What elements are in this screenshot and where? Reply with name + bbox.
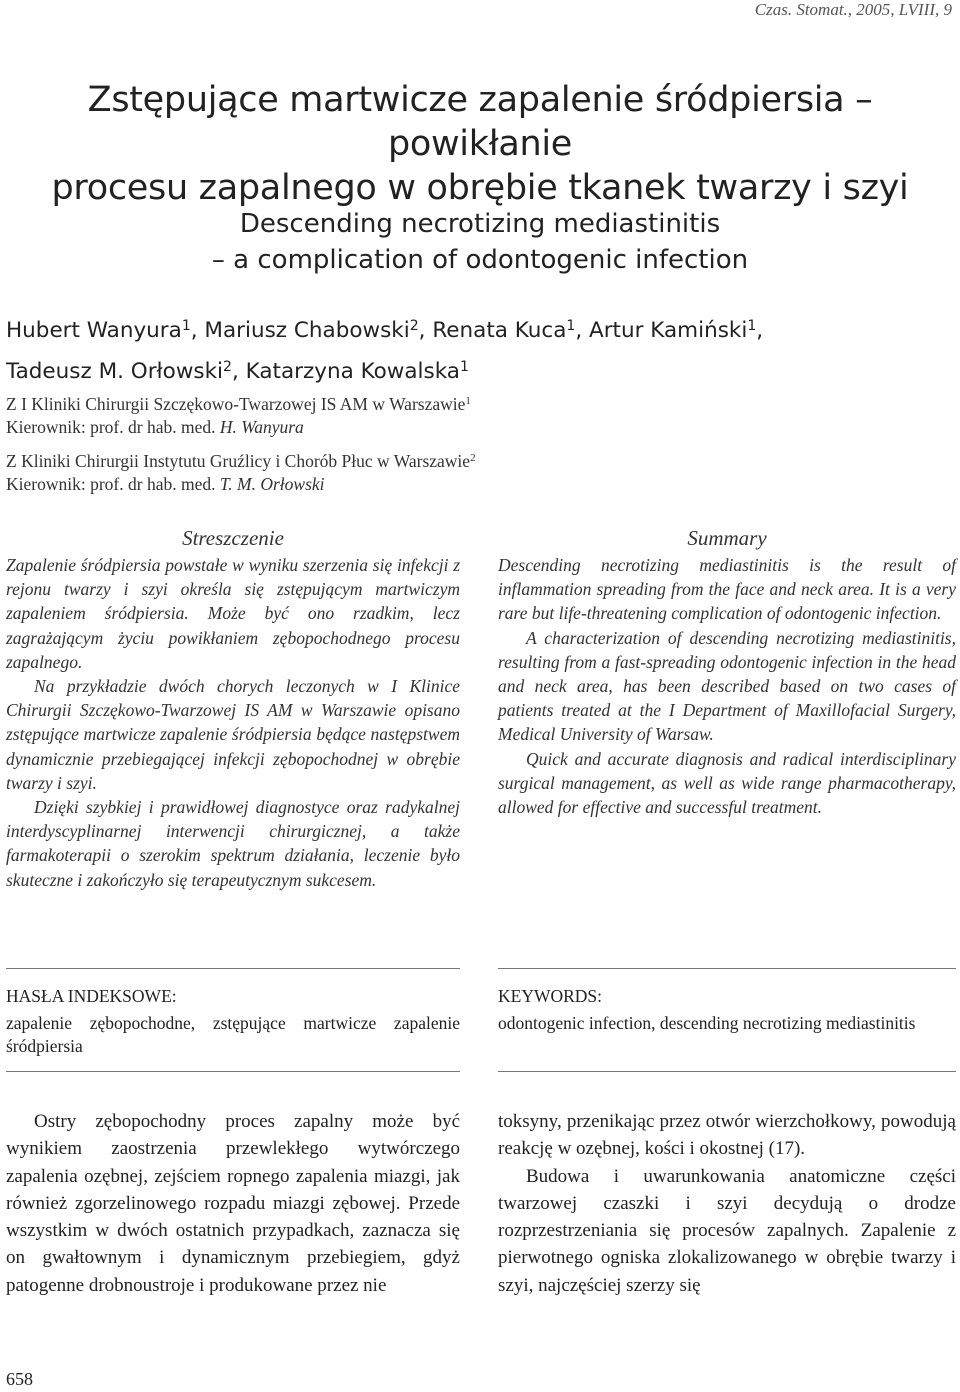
affiliation-2	[6, 447, 766, 496]
author-affiliation-mark: 2	[409, 318, 419, 334]
title-english	[0, 206, 960, 278]
title-polish	[0, 78, 960, 210]
author-name: Hubert Wanyura	[6, 318, 182, 343]
streszczenie-heading: Streszczenie	[182, 526, 284, 550]
author-name: , Renata Kuca	[418, 318, 567, 343]
affiliation-2-mark: 2	[470, 452, 476, 464]
keywords-en-bottom-rule	[498, 1071, 956, 1072]
author-affiliation-mark: 1	[181, 318, 191, 334]
keywords-pl-text: zapalenie zębopochodne, zstępujące martwicze zapalenie śródpiersia	[6, 1013, 460, 1056]
author-list	[6, 308, 956, 390]
author-affiliation-mark: 1	[747, 318, 757, 334]
keywords-en-text: odontogenic infection, descending necrotizing mediastinitis	[498, 1013, 916, 1033]
page-number: 658	[6, 1369, 33, 1389]
body-paragraph: Budowa i uwarunkowania anatomiczne części twarzowej czaszki i szyi decydują o drodze rozprzestrzeniania się procesów zapalnych. Zapalenie z pierwotnego ogniska zlokalizowanego w obrębie twarzy i szyi, najczęściej szerzy się	[498, 1165, 956, 1296]
summary-paragraph: Quick and accurate diagnosis and radical interdisciplinary surgical management, as well as wide range pharmacotherapy, allowed for effective and successful treatment.	[498, 748, 956, 818]
body-left-column	[6, 1108, 460, 1299]
affiliation-1-institution	[6, 390, 766, 416]
summary-paragraph: A characterization of descending necrotizing mediastinitis, resulting from a fast-spreading odontogenic infection in the head and neck area, has been described based on two cases of patients treated at the I Department of Maxillofacial Surgery, Medical University of Warsaw.	[498, 627, 956, 745]
title-polish-line-2: procesu zapalnego w obrębie tkanek twarzy i szyi	[51, 168, 909, 208]
keywords-pl-top-rule	[6, 968, 460, 969]
streszczenie-paragraph: Zapalenie śródpiersia powstałe w wyniku szerzenia się infekcji z rejonu twarzy i szyi określa się zstępującym martwiczym zapaleniem śródpiersia. Może być ono rzadkim, lecz zagrażającym życiu powikłaniem zębopochodnego procesu zapalnego.	[6, 555, 460, 672]
author-line-1	[6, 308, 956, 349]
author-separator: ,	[756, 318, 764, 343]
keywords-pl-heading: HASŁA INDEKSOWE:	[6, 986, 177, 1006]
body-right-column	[498, 1108, 956, 1299]
author-name: , Artur Kamiński	[575, 318, 748, 343]
summary-heading: Summary	[687, 526, 767, 550]
affiliation-1-mark: 1	[465, 395, 471, 407]
head-title: Kierownik: prof. dr hab. med.	[6, 417, 220, 437]
head-name: T. M. Orłowski	[219, 474, 325, 494]
author-affiliation-mark: 1	[459, 359, 469, 375]
author-affiliation-mark: 2	[223, 359, 232, 375]
title-english-line-1: Descending necrotizing mediastinitis	[239, 209, 721, 239]
title-english-line-2: – a complication of odontogenic infection	[211, 245, 749, 275]
streszczenie-paragraph: Dzięki szybkiej i prawidłowej diagnostyce oraz radykalnej interdyscyplinarnej interwencji chirurgicznej, a także farmakoterapii o szerokim spektrum działania, leczenie było skuteczne i zakończyło się terapeutycznym sukcesem.	[6, 797, 460, 890]
affiliation-1-name: Z I Kliniki Chirurgii Szczękowo-Twarzowej IS AM w Warszawie	[6, 394, 466, 414]
streszczenie-abstract	[6, 553, 460, 892]
affiliation-2-institution	[6, 447, 766, 473]
body-paragraph: Ostry zębopochodny proces zapalny może być wynikiem zaostrzenia przewlekłego wytwórczego zapalenia ozębnej, zejściem ropnego zapalenia miazgi, jak również zgorzelinowego rozpadu miazgi zębowej. Przede wszystkim w dwóch ostatnich przypadkach, zaznacza się on gwałtownym i dynamicznym przebiegiem, gdyż patogenne drobnoustroje i produkowane przez nie	[6, 1111, 460, 1296]
keywords-en-heading: KEYWORDS:	[498, 986, 603, 1006]
affiliation-2-name: Z Kliniki Chirurgii Instytutu Gruźlicy i Chorób Płuc w Warszawie	[6, 451, 471, 471]
streszczenie-paragraph: Na przykładzie dwóch chorych leczonych w I Klinice Chirurgii Szczękowo-Twarzowej IS AM w Warszawie opisano zstępujące martwicze zapalenie śródpiersia będące następstwem dynamicznie przebiegającej infekcji zębopochodnej w obrębie twarzy i szyi.	[6, 676, 460, 793]
affiliation-1	[6, 390, 766, 439]
author-affiliation-mark: 1	[566, 318, 576, 334]
author-name: Tadeusz M. Orłowski	[6, 359, 224, 384]
head-title: Kierownik: prof. dr hab. med.	[6, 474, 220, 494]
summary-paragraph: Descending necrotizing mediastinitis is the result of inflammation spreading from the face and neck area. It is a very rare but life-threatening complication of odontogenic infection.	[498, 555, 956, 624]
author-line-2	[6, 349, 956, 390]
keywords-pl-bottom-rule	[6, 1071, 460, 1072]
body-paragraph: toksyny, przenikając przez otwór wierzchołkowy, powodują reakcję w ozębnej, kości i okostnej (17).	[498, 1111, 956, 1160]
author-name: , Katarzyna Kowalska	[231, 359, 460, 384]
keywords-en-top-rule	[498, 968, 956, 969]
head-name: H. Wanyura	[219, 417, 304, 437]
summary-abstract	[498, 553, 956, 819]
journal-reference: Czas. Stomat., 2005, LVIII, 9	[754, 0, 952, 19]
title-polish-line-1: Zstępujące martwicze zapalenie śródpiersia – powikłanie	[87, 80, 873, 164]
affiliation-1-head	[6, 416, 766, 439]
affiliation-2-head	[6, 473, 766, 496]
author-name: , Mariusz Chabowski	[190, 318, 410, 343]
